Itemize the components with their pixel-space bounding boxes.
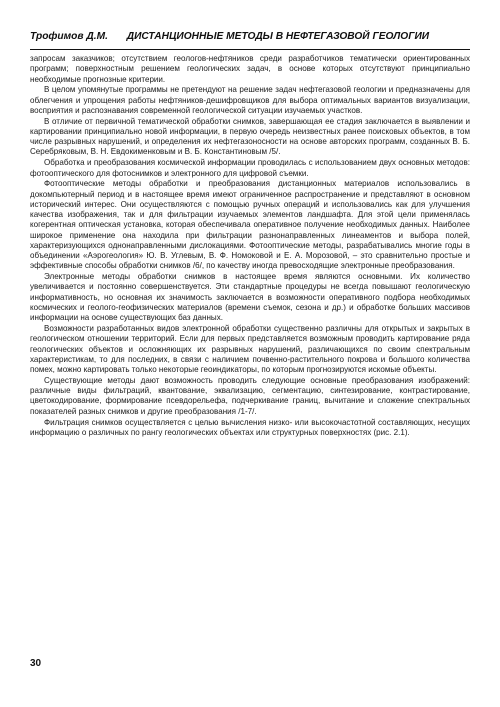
paragraph: Фильтрация снимков осуществляется с целью вычисления низко- или высокочастотной составляющих, несущих информацию о различных по рангу геологических объектах или структурных поверхностях (рис. 2.1). — [30, 417, 470, 437]
paragraph: Возможности разработанных видов электронной обработки существенно различны для открытых и закрытых в геологическом отношении территорий. Если для первых представляется возможным проводить картирование ряда геологических объектов и осложняющих их разрывных нарушений, различающихся по своим спектральным характеристикам, то для последних, в связи с наличием почвенно-растительного покрова и большого количества помех, можно картировать только некоторые геоиндикаторы, по которым прогнозируются искомые объекты. — [30, 324, 470, 375]
paragraph: Электронные методы обработки снимков в настоящее время являются основными. Их количество увеличивается и постоянно совершенствуется. Эти стандартные процедуры не всегда повышают геологическую информативность, но основная их значимость заключается в возможности оперативного подбора необходимых космических и геолого-геофизических материалов (времени съемок, сезона и др.) и обработке больших массивов информации на основе существующих баз данных. — [30, 272, 470, 323]
header-title: ДИСТАНЦИОННЫЕ МЕТОДЫ В НЕФТЕГАЗОВОЙ ГЕОЛОГИИ — [126, 31, 430, 42]
page-number: 30 — [30, 658, 42, 669]
paragraph: В целом упомянутые программы не претендуют на решение задач нефтегазовой геологии и предназначены для облегчения и упрощения работы нефтяников-дешифровщиков для выбора оптимальных вариантов визуализации, восприятия и распознавания современной геологической ситуации изучаемых участков. — [30, 85, 470, 115]
header-rule — [30, 49, 470, 50]
paragraph: Обработка и преобразования космической информации проводилась с использованием двух основных методов: фотооптического для фотоснимков и электронного для цифровой съемки. — [30, 158, 470, 178]
paragraph: Существующие методы дают возможность проводить следующие основные преобразования изображений: различные виды фильтраций, квантование, эквализацию, сегментацию, синтезирование, контрастирование, цветокодирование, формирование псевдорельефа, подчеркивание границ, вычитание и сложение спектральных показателей разных снимков и другие преобразования /1-7/. — [30, 375, 470, 416]
body-text — [30, 54, 470, 439]
paragraph: Фотооптические методы обработки и преобразования дистанционных материалов использовались в докомпьютерный период и в настоящее время имеют ограниченное распространение и представляют в основном исторический интерес. Они осуществляются с помощью ручных операций и использовались как для улучшения качества изображения, так и для фильтрации изучаемых элементов ландшафта. Для этой цели применялась когерентная оптическая установка, которая обеспечивала оперативное получение необходимых данных. Наиболее широкое применение она находила при фильтрации разнонаправленных линеаментов и выбора полей, характеризующихся однонаправленными дислокациями. Фотооптические методы, разрабатывались многие годы в объединении «Аэрогеология» Ю. В. Углевым, В. Ф. Номоковой и Е. А. Морозовой, – это сравнительно простые и эффективные способы обработки снимков /6/, по качеству иногда превосходящие электронные преобразования. — [30, 179, 470, 271]
header-author: Трофимов Д.М. — [30, 31, 108, 42]
paragraph: запросам заказчиков; отсутствием геологов-нефтяников среди разработчиков тематически ориентированных программ; поверхностным решением геологических задач, в основе которых отсутствуют принципиально необходимые прогнозные критерии. — [30, 54, 470, 84]
paragraph: В отличие от первичной тематической обработки снимков, завершающая ее стадия заключается в выявлении и картировании принципиально новой информации, в первую очередь неизвестных ранее поисковых объектов, в том числе разрывных нарушений, и определения их нефтегазоносности на основе авторских программ, созданных В. Б. Серебряковым, В. Н. Евдокименковым и В. Б. Константиновым /5/. — [30, 116, 470, 157]
running-header — [30, 31, 470, 47]
